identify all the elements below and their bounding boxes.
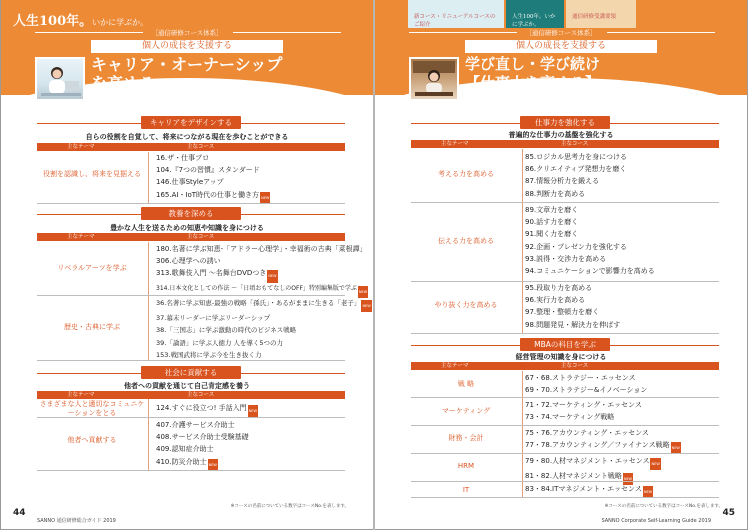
theme-label: リベラルアーツを学ぶ	[57, 264, 127, 272]
theme-label: 伝える力を高める	[438, 237, 494, 245]
divider	[522, 371, 523, 397]
hero-title: キャリア・オーナーシップ を高める	[91, 55, 283, 93]
theme-label: 戦 略	[457, 380, 475, 388]
new-badge: NEW	[671, 442, 681, 454]
footnote: ※コースの名前についている数字はコースNo.を表します。	[604, 504, 723, 509]
course-item: 85.ロジカル思考力を身につける 86.クリエイティブ発想力を磨く 87.情報分析力を鍛える 88.判断力を高める	[525, 153, 627, 198]
divider	[411, 481, 719, 482]
new-badge: NEW	[260, 192, 270, 204]
course-item: 89.文章力を磨く 90.話す力を磨く 91.聞く力を磨く 92.企画・プレゼン力を強化する 93.説得・交渉力を高める 94.コミュニケーションで影響力を高める	[525, 206, 655, 276]
new-badge: NEW	[361, 300, 371, 312]
divider	[411, 425, 719, 426]
theme-label: 他者へ貢献する	[67, 436, 117, 444]
divider	[148, 152, 149, 203]
table-header: 主なテーマ 主なコース	[411, 362, 719, 370]
course-item: 16.ザ・仕事プロ 104.『7つの習慣』スタンダード 146.仕事Styleアップ 165.AI・IoT時代の仕事と働き方 NEW	[156, 152, 270, 204]
section-title: 教養を深める	[141, 207, 241, 220]
left-page	[1, 0, 373, 530]
course-item: 407.介護サービス介助士 408.サービス介助士受験基礎 409.認知症介助士 410.防災介助士 NEW	[156, 419, 249, 471]
divider	[522, 482, 523, 497]
divider	[411, 497, 719, 498]
divider	[522, 426, 523, 453]
tab-guidelines[interactable]: 通信研修受講要領	[566, 0, 636, 28]
section-title: 社会に貢献する	[141, 366, 241, 379]
table-header: 主なテーマ 主なコース	[37, 143, 345, 151]
hero-title: 学び直し・学び続け 【仕事力を高める】	[465, 55, 601, 92]
tab-new-courses[interactable]: 新コース・リニューアルコースのご紹介	[408, 0, 504, 28]
theme-label: HRM	[457, 462, 475, 470]
section-subtitle: 他者への貢献を通じて自己肯定感を養う	[124, 382, 250, 390]
course-item: 36.名著に学ぶ知恵-最強の戦略「孫氏」・あるがままに生きる「老子」 NEW 37.幕末リーダーに学ぶリーダーシップ 38.「三国志」に学ぶ激動の時代のビジネス戦略 39.「論語」に学ぶ人徳力 人を導く5つの力 153.戦国武将に学ぶ今を生き抜く力	[156, 299, 371, 359]
divider	[148, 399, 149, 417]
theme-label: 考える力を高める	[438, 170, 494, 178]
divider	[522, 203, 523, 281]
course-item: 79・80.人材マネジメント・エッセンス NEW 81・82.人材マネジメント戦略 NEW	[525, 455, 661, 485]
new-badge: NEW	[267, 270, 277, 282]
new-badge: NEW	[623, 473, 633, 485]
support-band: 個人の成長を支援する	[91, 40, 283, 53]
divider	[411, 453, 719, 454]
table-header: 主なテーマ 主なコース	[411, 140, 719, 148]
section-title: 仕事力を強化する	[520, 116, 610, 129]
tab-life-100[interactable]: 人生100年。いかに学ぶか。	[506, 0, 564, 28]
divider	[37, 360, 345, 361]
system-label: ［通信研修コース体系］	[525, 29, 597, 37]
new-badge: NEW	[248, 405, 258, 417]
course-item: 83・84.ITマネジメント・エッセンス NEW	[525, 483, 653, 498]
theme-label: マーケティング	[441, 407, 491, 415]
nav-tabs	[408, 0, 636, 28]
new-badge: NEW	[208, 459, 218, 471]
divider	[37, 470, 345, 471]
course-item: 95.段取り力を高める 96.実行力を高める 97.整理・整頓力を磨く 98.問題発見・解決力を伸ばす	[525, 284, 621, 329]
theme-label: やり抜く力を高める	[434, 301, 498, 309]
section-subtitle: 経営管理の知識を身につける	[515, 353, 607, 361]
page-number: 44	[13, 508, 26, 518]
divider	[522, 149, 523, 202]
divider	[37, 417, 345, 418]
course-item: 75・76.アカウンティング・エッセンス 77・78.アカウンティング／ファイナンス戦略 NEW	[525, 427, 681, 454]
footer-text: SANNO Corporate Self-Learning Guide 2019	[601, 518, 711, 524]
section-title: キャリアをデザインする	[141, 116, 241, 129]
theme-label: さまざまな人と適切なコミュニケーションをとる	[39, 400, 145, 417]
divider	[522, 454, 523, 481]
footer-text: SANNO 通信研修総合ガイド 2019	[37, 518, 116, 524]
section-title: MBAの科目を学ぶ	[520, 338, 610, 351]
new-badge: NEW	[650, 458, 660, 470]
section-subtitle: 自らの役割を自覚して、将来につながる現在を歩むことができる	[85, 133, 289, 141]
course-item: 124.すぐに役立つ! 手話入門 NEW	[156, 402, 258, 417]
footnote: ※コースの名前についている数字はコースNo.を表します。	[230, 504, 349, 509]
table-header: 主なテーマ 主なコース	[37, 391, 345, 399]
divider	[148, 242, 149, 295]
new-badge: NEW	[358, 286, 368, 298]
divider	[522, 398, 523, 425]
divider	[37, 203, 345, 204]
divider	[148, 296, 149, 360]
divider	[411, 202, 719, 203]
course-item: 71・72.マーケティング・エッセンス 73・74.マーケティング戦略	[525, 401, 642, 422]
theme-label: 役割を認識し、将来を見据える	[43, 170, 141, 178]
course-item: 67・68.ストラテジー・エッセンス 69・70.ストラテジー&イノベーション	[525, 374, 648, 395]
course-item: 180.名著に学ぶ知恵-「アドラー心理学」・幸福術の古典「菜根譚」 306.心理学への誘い 313.歌舞伎入門 ～名舞台DVDつき NEW 314.日本文化としての作法 ～「日頃おもてなしのOFF」特別編集版で学ぶ NEW	[156, 243, 368, 298]
page-number: 45	[722, 508, 735, 518]
divider	[37, 295, 345, 296]
section-subtitle: 普遍的な仕事力の基盤を強化する	[508, 131, 614, 139]
divider	[148, 418, 149, 470]
support-band: 個人の成長を支援する	[465, 40, 657, 53]
new-badge: NEW	[643, 486, 653, 498]
divider	[522, 282, 523, 333]
theme-label: IT	[462, 486, 470, 494]
brand-title: 人生100年。いかに学ぶか。	[13, 14, 149, 29]
theme-label: 財務・会計	[448, 434, 484, 442]
woman-photo	[409, 57, 459, 101]
divider	[411, 397, 719, 398]
right-page	[375, 0, 747, 530]
theme-label: 歴史・古典に学ぶ	[64, 323, 120, 331]
section-subtitle: 豊かな人生を送るための知恵や知識を身につける	[110, 224, 264, 232]
system-label: ［通信研修コース体系］	[151, 29, 223, 37]
table-header: 主なテーマ 主なコース	[37, 233, 345, 241]
divider	[411, 333, 719, 334]
woman-photo	[35, 57, 85, 101]
